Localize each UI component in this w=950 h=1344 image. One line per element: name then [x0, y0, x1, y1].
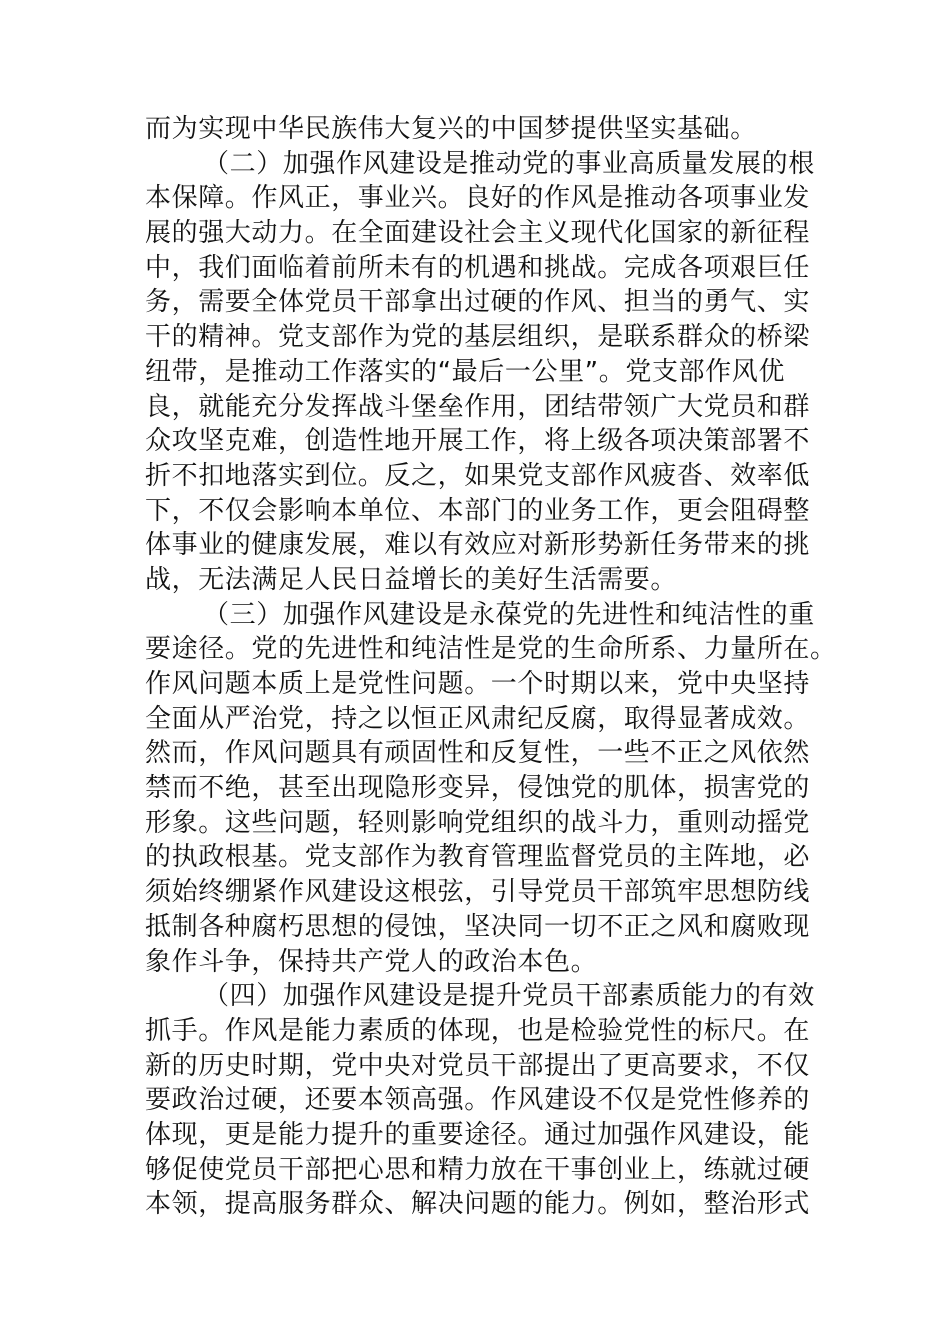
text-line: 作风问题本质上是党性问题。一个时期以来，党中央坚持 — [145, 669, 811, 699]
section-three-heading-line: （三）加强作风建设是永葆党的先进性和纯洁性的重 — [203, 599, 815, 630]
text-line: 要政治过硬，还要本领高强。作风建设不仅是党性修养的 — [145, 1085, 811, 1116]
text-line: 折不扣地落实到位。反之，如果党支部作风疲沓、效率低 — [145, 460, 811, 491]
text-line: 抵制各种腐朽思想的侵蚀，坚决同一切不正之风和腐败现 — [145, 911, 811, 942]
text-line: 形象。这些问题，轻则影响党组织的战斗力，重则动摇党 — [145, 807, 811, 838]
text-line: 然而，作风问题具有顽固性和反复性，一些不正之风依然 — [145, 738, 811, 769]
text-line: 新的历史时期，党中央对党员干部提出了更高要求，不仅 — [145, 1050, 811, 1081]
text-line: 体事业的健康发展，难以有效应对新形势新任务带来的挑 — [145, 530, 811, 561]
section-four-heading-line: （四）加强作风建设是提升党员干部素质能力的有效 — [203, 981, 815, 1012]
text-line: 的执政根基。党支部作为教育管理监督党员的主阵地，必 — [145, 842, 811, 873]
text-line: 下，不仅会影响本单位、本部门的业务工作，更会阻碍整 — [145, 495, 811, 526]
text-line: 纽带，是推动工作落实的“最后一公里”。党支部作风优 — [145, 356, 785, 387]
text-line: 众攻坚克难，创造性地开展工作，将上级各项决策部署不 — [145, 426, 811, 457]
text-line: 够促使党员干部把心思和精力放在干事创业上，练就过硬 — [145, 1154, 811, 1185]
text-line: 本保障。作风正，事业兴。良好的作风是推动各项事业发 — [145, 183, 811, 214]
text-line: 而为实现中华民族伟大复兴的中国梦提供坚实基础。 — [145, 114, 757, 144]
text-line: 本领，提高服务群众、解决问题的能力。例如，整治形式 — [145, 1189, 811, 1220]
text-line: 全面从严治党，持之以恒正风肃纪反腐，取得显著成效。 — [145, 703, 811, 734]
text-line: 战，无法满足人民日益增长的美好生活需要。 — [145, 564, 678, 595]
text-line: 良，就能充分发挥战斗堡垒作用，团结带领广大党员和群 — [145, 391, 811, 422]
text-line: 务，需要全体党员干部拿出过硬的作风、担当的勇气、实 — [145, 287, 811, 318]
text-line: 要途径。党的先进性和纯洁性是党的生命所系、力量所在。 — [145, 634, 837, 665]
text-line: 展的强大动力。在全面建设社会主义现代化国家的新征程 — [145, 218, 811, 249]
document-body — [145, 112, 845, 1222]
text-line: 中，我们面临着前所未有的机遇和挑战。完成各项艰巨任 — [145, 252, 811, 283]
section-two-heading-line: （二）加强作风建设是推动党的事业高质量发展的根 — [203, 148, 815, 179]
text-line: 体现，更是能力提升的重要途径。通过加强作风建设，能 — [145, 1119, 811, 1150]
text-line: 禁而不绝，甚至出现隐形变异，侵蚀党的肌体，损害党的 — [145, 773, 811, 804]
text-line: 抓手。作风是能力素质的体现，也是检验党性的标尺。在 — [145, 1015, 811, 1046]
text-line: 须始终绷紧作风建设这根弦，引导党员干部筑牢思想防线 — [145, 877, 811, 908]
text-line: 干的精神。党支部作为党的基层组织，是联系群众的桥梁 — [145, 322, 811, 353]
text-line: 象作斗争，保持共产党人的政治本色。 — [145, 946, 598, 977]
